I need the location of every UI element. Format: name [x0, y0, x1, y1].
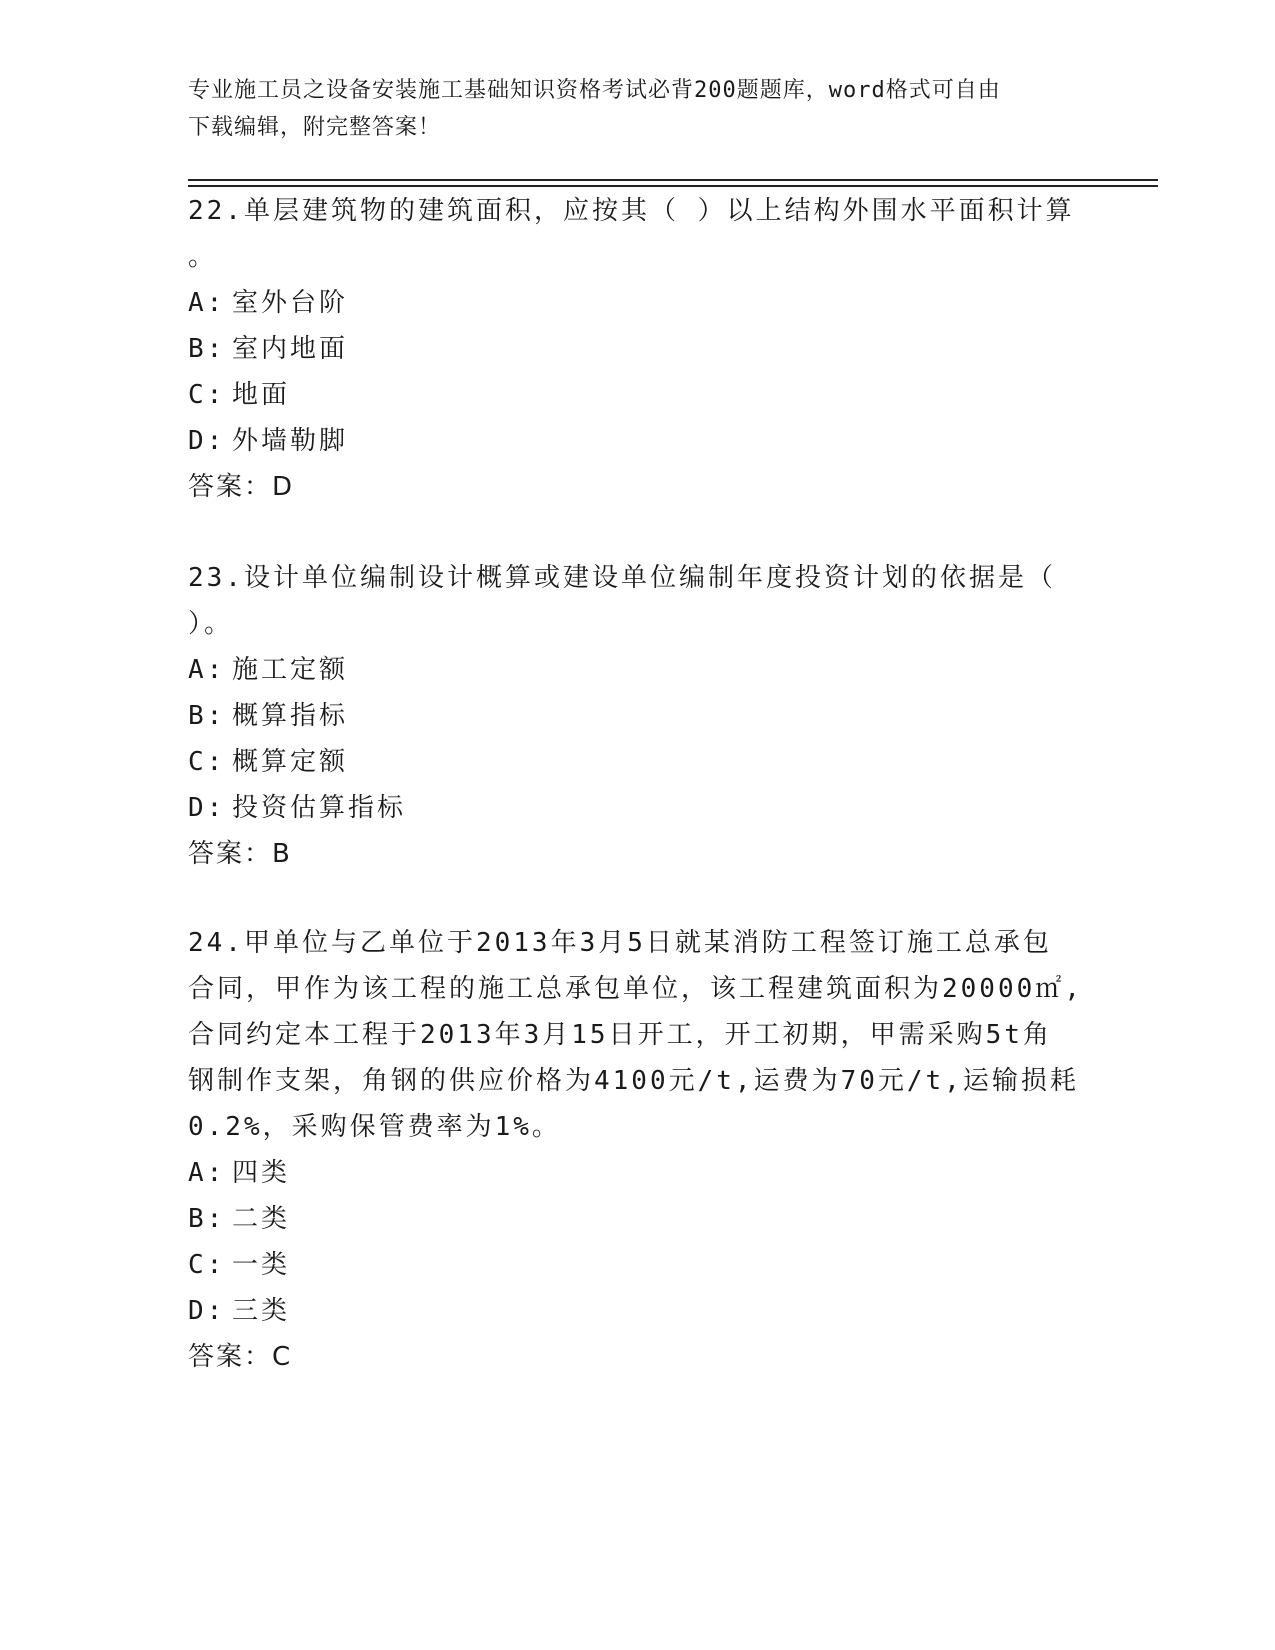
option-text: 一类	[232, 1250, 291, 1280]
option-label: C:	[188, 380, 226, 410]
option-list	[188, 647, 1088, 831]
option-label: A:	[188, 288, 226, 318]
option-label: D:	[188, 1296, 226, 1326]
option-a	[188, 280, 1088, 326]
question-24	[188, 920, 1088, 1380]
question-text-line: 23.设计单位编制设计概算或建设单位编制年度投资计划的依据是（	[188, 563, 1056, 593]
answer-text: 答案：C	[188, 1342, 293, 1372]
option-text: 概算定额	[232, 747, 349, 777]
option-b	[188, 326, 1088, 372]
option-text: 室内地面	[232, 334, 349, 364]
option-text: 四类	[232, 1158, 291, 1188]
header-line-1: 专业施工员之设备安装施工基础知识资格考试必背200题题库，word格式可自由	[188, 78, 1001, 103]
option-label: B:	[188, 334, 226, 364]
question-text-line: ）。	[188, 609, 234, 639]
option-text: 二类	[232, 1204, 291, 1234]
question-text-line: 钢制作支架，角钢的供应价格为4100元/t,运费为70元/t,运输损耗	[188, 1066, 1079, 1096]
question-text-line: 。	[188, 242, 218, 272]
answer-text: 答案：D	[188, 472, 295, 502]
option-label: A:	[188, 1158, 226, 1188]
question-text	[188, 555, 1088, 647]
option-label: B:	[188, 701, 226, 731]
option-text: 投资估算指标	[232, 793, 407, 823]
option-c	[188, 739, 1088, 785]
option-c	[188, 1242, 1088, 1288]
option-c	[188, 372, 1088, 418]
question-text	[188, 920, 1088, 1150]
option-label: B:	[188, 1204, 226, 1234]
question-text	[188, 188, 1088, 280]
question-22	[188, 188, 1088, 510]
option-label: C:	[188, 1250, 226, 1280]
option-list	[188, 1150, 1088, 1334]
option-b	[188, 1196, 1088, 1242]
answer-text: 答案：B	[188, 839, 292, 869]
option-text: 施工定额	[232, 655, 349, 685]
option-d	[188, 1288, 1088, 1334]
option-text: 三类	[232, 1296, 291, 1326]
document-header	[188, 72, 1088, 146]
option-a	[188, 1150, 1088, 1196]
option-text: 外墙勒脚	[232, 426, 349, 456]
option-list	[188, 280, 1088, 464]
question-text-line: 22.单层建筑物的建筑面积，应按其（ ）以上结构外围水平面积计算	[188, 196, 1075, 226]
question-text-line: 24.甲单位与乙单位于2013年3月5日就某消防工程签订施工总承包	[188, 928, 1052, 958]
option-label: C:	[188, 747, 226, 777]
question-23	[188, 555, 1088, 877]
header-divider-top	[188, 179, 1158, 181]
option-a	[188, 647, 1088, 693]
option-label: A:	[188, 655, 226, 685]
option-label: D:	[188, 426, 226, 456]
option-text: 室外台阶	[232, 288, 349, 318]
option-b	[188, 693, 1088, 739]
option-text: 概算指标	[232, 701, 349, 731]
option-text: 地面	[232, 380, 291, 410]
question-text-line: 合同，甲作为该工程的施工总承包单位，该工程建筑面积为20000㎡,	[188, 974, 1083, 1004]
question-text-line: 合同约定本工程于2013年3月15日开工，开工初期，甲需采购5t角	[188, 1020, 1052, 1050]
header-divider-bottom	[188, 185, 1158, 187]
option-label: D:	[188, 793, 226, 823]
option-d	[188, 418, 1088, 464]
header-line-2: 下载编辑，附完整答案！	[188, 115, 442, 140]
option-d	[188, 785, 1088, 831]
question-text-line: 0.2%，采购保管费率为1%。	[188, 1112, 561, 1142]
